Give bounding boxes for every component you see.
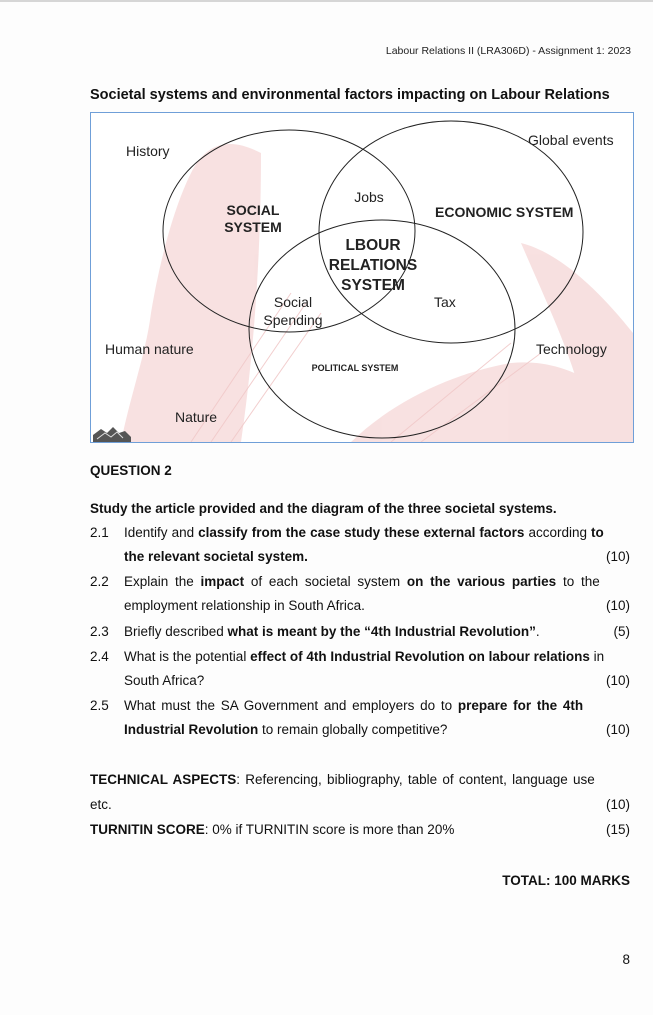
turnitin-score (90, 822, 454, 837)
technical-line2: etc. (90, 797, 112, 812)
text-run-bold: the relevant societal system. (124, 549, 308, 564)
question-text (124, 698, 583, 714)
question-text (124, 624, 540, 640)
question-marks: (10) (605, 673, 630, 688)
question-number: 2.3 (90, 624, 109, 639)
label-labour-relations-1: LBOUR (345, 237, 401, 254)
question-text (124, 525, 604, 541)
text-run: Explain the (124, 574, 201, 589)
text-run: . (535, 624, 540, 639)
label-technology: Technology (536, 341, 607, 357)
total-marks: TOTAL: 100 MARKS (502, 873, 630, 888)
question-intro: Study the article provided and the diagram of the three societal systems. (90, 501, 557, 516)
label-social-spending-1: Social (273, 294, 313, 310)
text-run: in (589, 649, 605, 664)
text-run: What is the potential (124, 649, 251, 664)
venn-diagram-svg (91, 113, 633, 442)
label-political-system: POLITICAL SYSTEM (311, 363, 399, 373)
top-border (0, 0, 653, 2)
question-number: 2.1 (90, 525, 109, 540)
question-title: QUESTION 2 (90, 463, 172, 478)
technical-aspects (90, 772, 595, 787)
text-run: to the (556, 574, 600, 589)
text-run: What must the SA Government and employers do to (124, 698, 458, 713)
question-text (124, 649, 604, 665)
turnitin-marks: (15) (605, 822, 630, 837)
label-social-system-1: SOCIAL (226, 202, 280, 218)
label-social-system-2: SYSTEM (224, 219, 282, 235)
label-history: History (126, 143, 170, 159)
label-labour-relations-2: RELATIONS (328, 257, 418, 274)
question-text (124, 574, 600, 590)
page-number: 8 (622, 952, 630, 967)
question-text (124, 722, 447, 738)
text-run-bold: prepare for the 4th (457, 698, 584, 713)
text-run: of each societal system (244, 574, 407, 589)
technical-marks: (10) (605, 797, 630, 812)
question-text: South Africa? (124, 673, 205, 688)
label-tax: Tax (434, 294, 456, 310)
label-global-events: Global events (528, 132, 614, 148)
question-number: 2.4 (90, 649, 109, 664)
label-economic-system: ECONOMIC SYSTEM (435, 204, 574, 220)
question-text: employment relationship in South Africa. (124, 598, 365, 613)
turnitin-label: TURNITIN SCORE (90, 822, 205, 837)
text-run-bold: on the various parties (406, 574, 557, 589)
label-nature: Nature (175, 409, 218, 425)
turnitin-text: : 0% if TURNITIN score is more than 20% (204, 822, 455, 837)
question-text (124, 549, 308, 565)
label-labour-relations-3: SYSTEM (341, 277, 405, 294)
question-marks: (10) (605, 549, 630, 564)
text-run: according (524, 525, 592, 540)
text-run-bold: to (591, 525, 604, 540)
question-number: 2.5 (90, 698, 109, 713)
text-run-bold: classify from the case study these external factors (198, 525, 525, 540)
label-jobs: Jobs (354, 189, 384, 205)
question-marks: (10) (605, 598, 630, 613)
venn-diagram (90, 112, 634, 443)
text-run: Briefly described (124, 624, 228, 639)
question-number: 2.2 (90, 574, 109, 589)
question-marks: (5) (613, 624, 630, 639)
label-human-nature: Human nature (105, 341, 194, 357)
technical-label: TECHNICAL ASPECTS (90, 772, 237, 787)
figure-title: Societal systems and environmental factors impacting on Labour Relations (90, 87, 610, 103)
text-run-bold: effect of 4th Industrial Revolution on labour relations (250, 649, 590, 664)
text-run-bold: impact (200, 574, 245, 589)
text-run-bold: what is meant by the “4th Industrial Revolution” (227, 624, 536, 639)
text-run: to remain globally competitive? (258, 722, 448, 737)
text-run-bold: Industrial Revolution (124, 722, 259, 737)
label-social-spending-2: Spending (263, 312, 323, 328)
text-run: Identify and (124, 525, 199, 540)
page-header: Labour Relations II (LRA306D) - Assignment 1: 2023 (385, 45, 631, 57)
technical-text: : Referencing, bibliography, table of content, language use (236, 772, 595, 787)
question-marks: (10) (605, 722, 630, 737)
